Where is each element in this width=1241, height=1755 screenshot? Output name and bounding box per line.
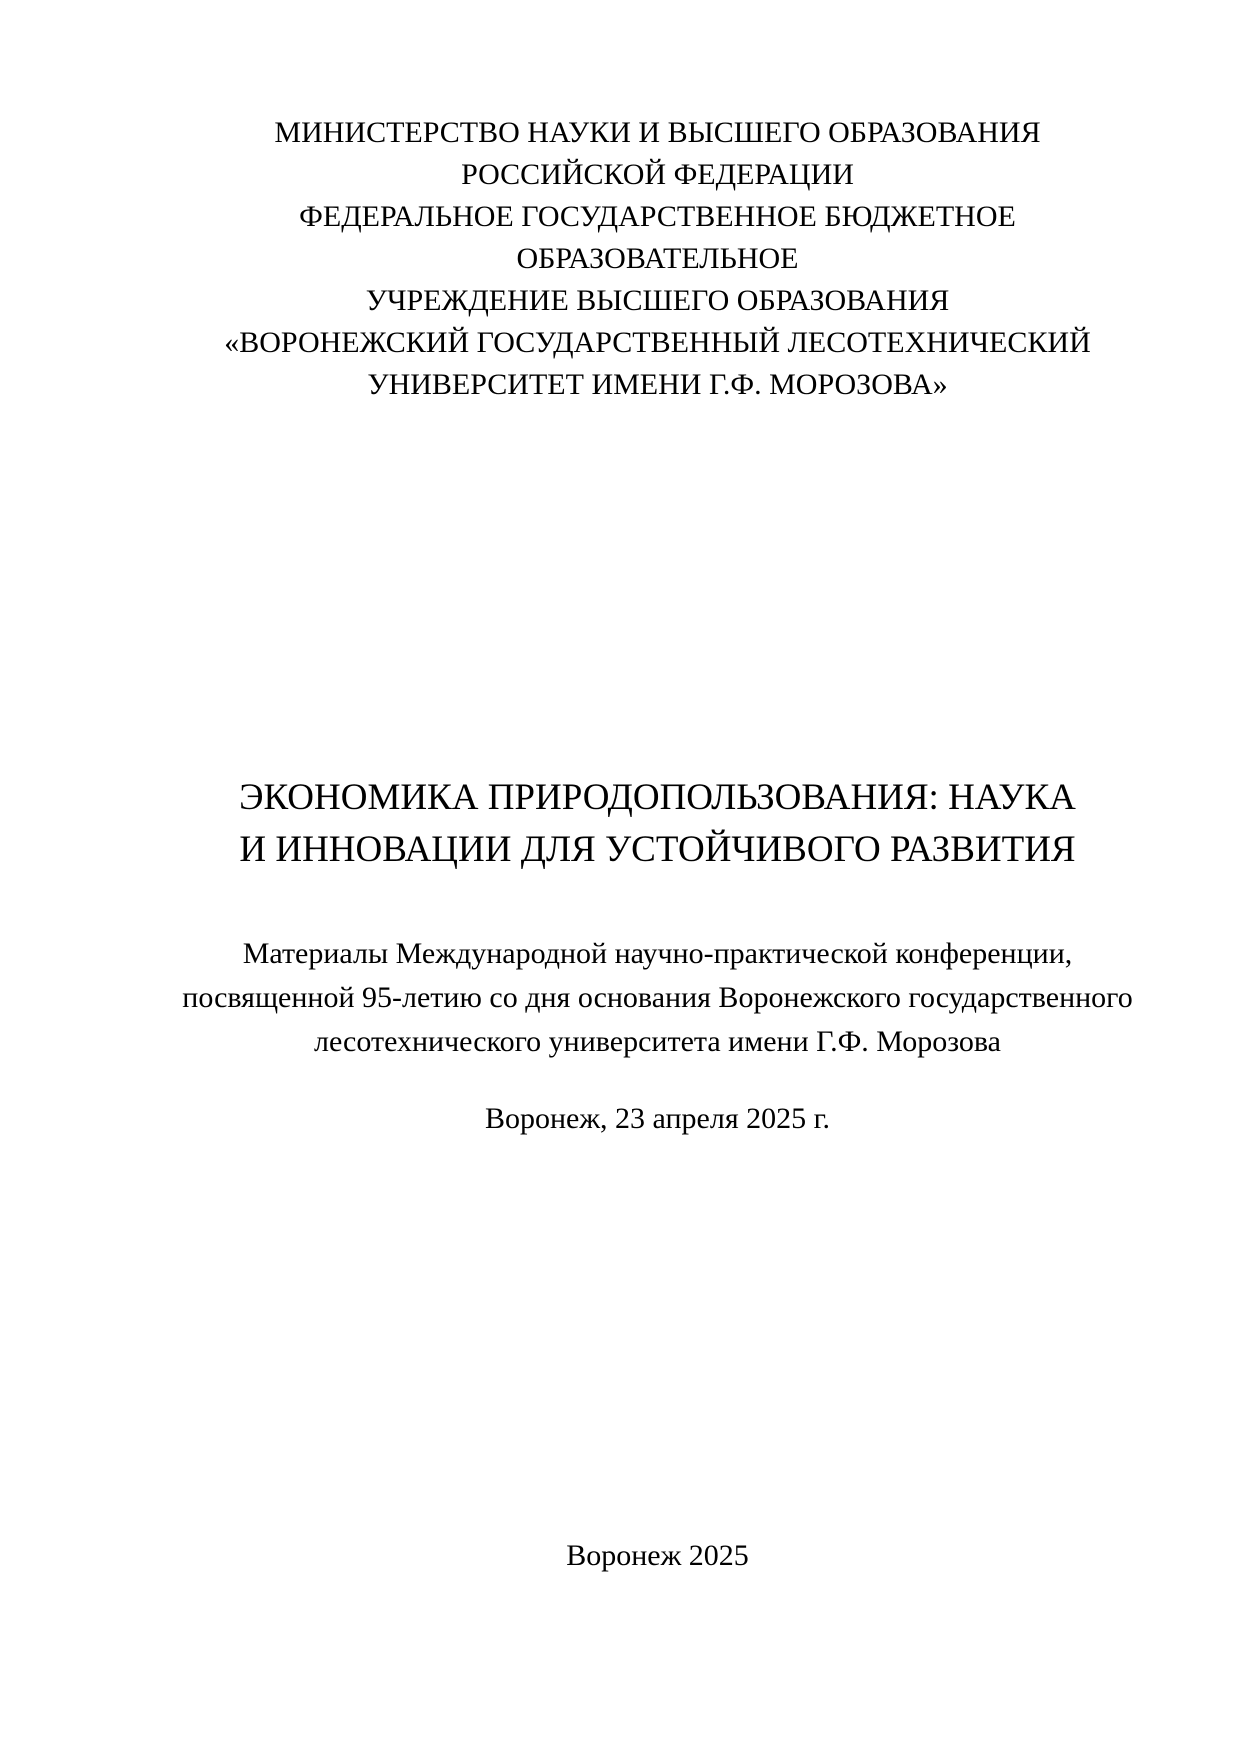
imprint-city-year: Воронеж 2025 xyxy=(566,1539,749,1572)
event-place-date-text: Воронеж, 23 апреля 2025 г. xyxy=(484,1102,831,1135)
header-line-university-name-2: УНИВЕРСИТЕТ ИМЕНИ Г.Ф. МОРОЗОВА» xyxy=(367,368,948,401)
header-line-federal-state: ФЕДЕРАЛЬНОЕ ГОСУДАРСТВЕННОЕ БЮДЖЕТНОЕ xyxy=(299,200,1016,233)
header-line-ministry: МИНИСТЕРСТВО НАУКИ И ВЫСШЕГО ОБРАЗОВАНИЯ xyxy=(274,116,1041,149)
conference-title-line-1: ЭКОНОМИКА ПРИРОДОПОЛЬЗОВАНИЯ: НАУКА xyxy=(239,777,1076,818)
header-line-educational: ОБРАЗОВАТЕЛЬНОЕ xyxy=(516,242,799,275)
subtitle-line-3: лесотехнического университета имени Г.Ф. Морозова xyxy=(314,1025,1001,1058)
conference-subtitle xyxy=(170,932,1145,1064)
event-place-date xyxy=(170,1097,1145,1141)
imprint xyxy=(170,1534,1145,1578)
header-line-university-name-1: «ВОРОНЕЖСКИЙ ГОСУДАРСТВЕННЫЙ ЛЕСОТЕХНИЧЕСКИЙ xyxy=(224,326,1091,359)
subtitle-line-1: Материалы Международной научно-практической конференции, xyxy=(242,937,1073,970)
subtitle-line-2: посвященной 95-летию со дня основания Воронежского государственного xyxy=(182,981,1133,1014)
conference-title-line-2: И ИННОВАЦИИ ДЛЯ УСТОЙЧИВОГО РАЗВИТИЯ xyxy=(239,829,1076,870)
header-line-federation: РОССИЙСКОЙ ФЕДЕРАЦИИ xyxy=(461,158,854,191)
header-line-institution: УЧРЕЖДЕНИЕ ВЫСШЕГО ОБРАЗОВАНИЯ xyxy=(365,284,950,317)
ministry-header xyxy=(170,112,1145,406)
conference-title xyxy=(170,772,1145,876)
